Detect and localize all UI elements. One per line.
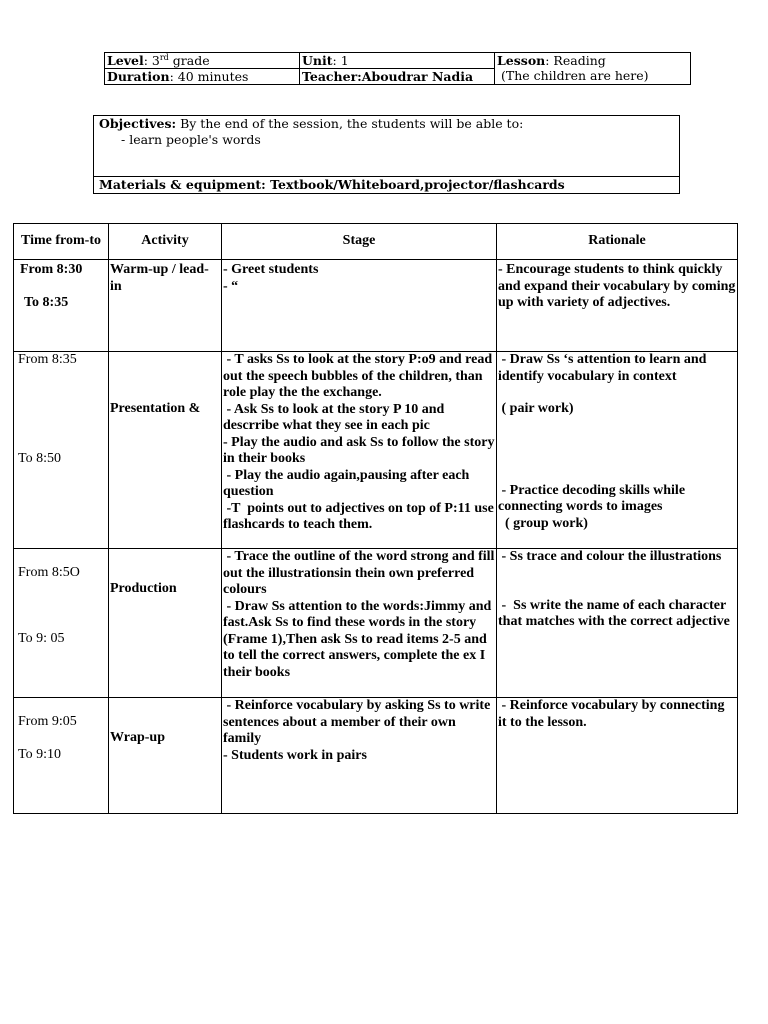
- time-to: To 8:35: [24, 294, 69, 310]
- rationale-cell: [497, 352, 738, 549]
- table-row: [14, 260, 738, 352]
- time-cell: [14, 260, 109, 352]
- activity-cell: [109, 352, 222, 549]
- objectives-text: By the end of the session, the students will be able to:: [176, 116, 524, 131]
- table-header-row: [14, 224, 738, 260]
- rationale-line: - Ss write the name of each character that matches with the correct adjective: [498, 597, 730, 629]
- table-row: [14, 549, 738, 698]
- activity-label: Wrap-up: [110, 730, 165, 745]
- lesson-label: Lesson: [497, 53, 546, 68]
- activity-label: Warm-up / lead-in: [110, 262, 209, 294]
- stage-cell: [222, 698, 497, 814]
- activity-label: Production: [110, 581, 177, 596]
- level-sup: rd: [159, 52, 169, 62]
- stage-line: - Draw Ss attention to the words:Jimmy and fast.Ask Ss to find these words in the story (Frame 1),Then ask Ss to read items 2-5 and to tell the correct answers, complete the ex I their books: [223, 598, 495, 680]
- level-label: Level: [107, 53, 144, 68]
- materials-text: Materials & equipment: Textbook/Whiteboard,projector/flashcards: [99, 177, 565, 192]
- level-value: : 3: [143, 53, 160, 68]
- time-from: From 8:5O: [18, 565, 80, 580]
- objectives-item: - learn people's words: [121, 132, 261, 147]
- level-cell: [105, 53, 300, 69]
- unit-value: : 1: [332, 53, 349, 68]
- rationale-line: - Draw Ss ‘s attention to learn and identify vocabulary in context: [498, 352, 710, 384]
- rationale-cell: [497, 260, 738, 352]
- activity-cell: [109, 260, 222, 352]
- header-stage: Stage: [222, 224, 497, 260]
- level-suffix: grade: [168, 53, 210, 68]
- duration-value: : 40 minutes: [169, 69, 249, 84]
- teacher-label: Teacher:Aboudrar Nadia: [302, 69, 474, 84]
- time-to: To 9:10: [18, 746, 61, 762]
- materials-cell: [94, 177, 680, 194]
- rationale-line: - Ss trace and colour the illustrations: [498, 549, 722, 564]
- stage-line: -T points out to adjectives on top of P:11 use flashcards to teach them.: [223, 500, 498, 532]
- rationale-line: ( pair work): [498, 401, 574, 416]
- teacher-cell: [300, 69, 495, 85]
- time-to: To 9: 05: [18, 630, 65, 646]
- lesson-value: : Reading: [545, 53, 606, 68]
- rationale-line: - Reinforce vocabulary by connecting it to the lesson.: [498, 698, 728, 730]
- stage-cell: [222, 260, 497, 352]
- stage-line: - Play the audio again,pausing after each question: [223, 467, 473, 499]
- lesson-subtitle: (The children are here): [497, 68, 649, 83]
- stage-line: - Trace the outline of the word strong and fill out the illustrationsin thein own preferred colours: [223, 549, 498, 597]
- lesson-cell: [495, 53, 691, 85]
- unit-cell: [300, 53, 495, 69]
- time-cell: [14, 352, 109, 549]
- time-from: From 8:30: [20, 262, 83, 277]
- time-cell: [14, 698, 109, 814]
- rationale-cell: [497, 549, 738, 698]
- activity-cell: [109, 549, 222, 698]
- rationale-line: - Practice decoding skills while connecting words to images: [498, 482, 689, 514]
- header-activity: Activity: [109, 224, 222, 260]
- objectives-label: Objectives:: [99, 116, 177, 131]
- table-row: [14, 698, 738, 814]
- unit-label: Unit: [302, 53, 333, 68]
- stage-line: - T asks Ss to look at the story P:o9 and read out the speech bubbles of the children, than role play the the exchange.: [223, 352, 496, 400]
- stage-line: - “: [223, 278, 239, 294]
- rationale-line: - Encourage students to think quickly and expand their vocabulary by coming up with variety of adjectives.: [498, 262, 739, 310]
- stage-cell: [222, 549, 497, 698]
- stage-line: - Greet students: [223, 262, 319, 277]
- objectives-cell: [94, 116, 680, 177]
- activity-cell: [109, 698, 222, 814]
- duration-label: Duration: [107, 69, 170, 84]
- stage-line: - Ask Ss to look at the story P 10 and descrribe what they see in each pic: [223, 401, 448, 433]
- stage-line: - Reinforce vocabulary by asking Ss to write sentences about a member of their own family: [223, 698, 494, 746]
- stage-line: - Play the audio and ask Ss to follow the story in their books: [223, 434, 498, 466]
- header-rationale: Rationale: [497, 224, 738, 260]
- time-from: From 9:05: [18, 714, 77, 729]
- objectives-table: [93, 115, 680, 194]
- stage-cell: [222, 352, 497, 549]
- rationale-cell: [497, 698, 738, 814]
- rationale-line: ( group work): [498, 515, 588, 531]
- stage-line: - Students work in pairs: [223, 747, 367, 763]
- lesson-header-table: [104, 52, 691, 85]
- time-from: From 8:35: [18, 352, 77, 367]
- time-to: To 8:50: [18, 450, 61, 466]
- header-time: Time from-to: [14, 224, 109, 260]
- activity-label: Presentation &: [110, 401, 201, 416]
- table-row: [14, 352, 738, 549]
- duration-cell: [105, 69, 300, 85]
- lesson-plan-table: [13, 223, 738, 814]
- time-cell: [14, 549, 109, 698]
